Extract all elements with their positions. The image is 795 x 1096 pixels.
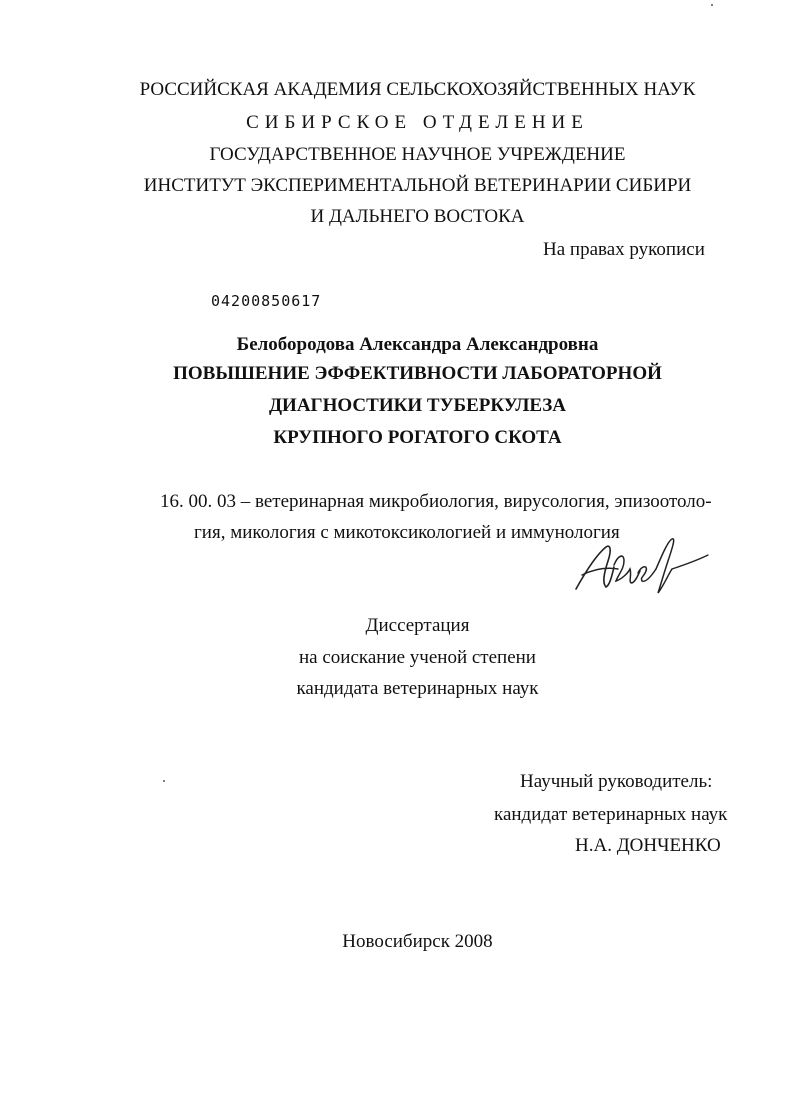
title-line-1: ПОВЫШЕНИЕ ЭФФЕКТИВНОСТИ ЛАБОРАТОРНОЙ xyxy=(173,363,662,384)
institute-name-line-2: И ДАЛЬНЕГО ВОСТОКА xyxy=(310,206,525,227)
degree-name: кандидата ветеринарных наук xyxy=(296,678,539,699)
title-line-3: КРУПНОГО РОГАТОГО СКОТА xyxy=(273,427,562,448)
specialty-line-1: 16. 00. 03 – ветеринарная микробиология, вирусология, эпизоотоло- xyxy=(160,491,712,512)
handwritten-signature xyxy=(572,535,712,597)
work-type: Диссертация xyxy=(365,615,470,636)
branch-name: СИБИРСКОЕ ОТДЕЛЕНИЕ xyxy=(246,112,589,133)
institution-type: ГОСУДАРСТВЕННОЕ НАУЧНОЕ УЧРЕЖДЕНИЕ xyxy=(209,144,626,165)
registration-number: 04200850617 xyxy=(211,292,322,310)
title-line-2: ДИАГНОСТИКИ ТУБЕРКУЛЕЗА xyxy=(268,395,567,416)
degree-purpose: на соискание ученой степени xyxy=(299,647,536,668)
supervisor-degree: кандидат ветеринарных наук xyxy=(494,804,728,825)
manuscript-note: На правах рукописи xyxy=(543,239,705,260)
scan-speck xyxy=(163,780,165,782)
specialty-line-2: гия, микология с микотоксикологией и иммунология xyxy=(194,522,620,543)
academy-name: РОССИЙСКАЯ АКАДЕМИЯ СЕЛЬСКОХОЗЯЙСТВЕННЫХ НАУК xyxy=(139,79,696,100)
supervisor-name: Н.А. ДОНЧЕНКО xyxy=(575,835,721,856)
supervisor-label: Научный руководитель: xyxy=(520,771,713,792)
scan-speck xyxy=(711,4,713,6)
author-name: Белобородова Александра Александровна xyxy=(236,334,599,355)
place-and-year: Новосибирск 2008 xyxy=(342,931,493,952)
institute-name-line-1: ИНСТИТУТ ЭКСПЕРИМЕНТАЛЬНОЙ ВЕТЕРИНАРИИ СИБИРИ xyxy=(143,175,692,196)
